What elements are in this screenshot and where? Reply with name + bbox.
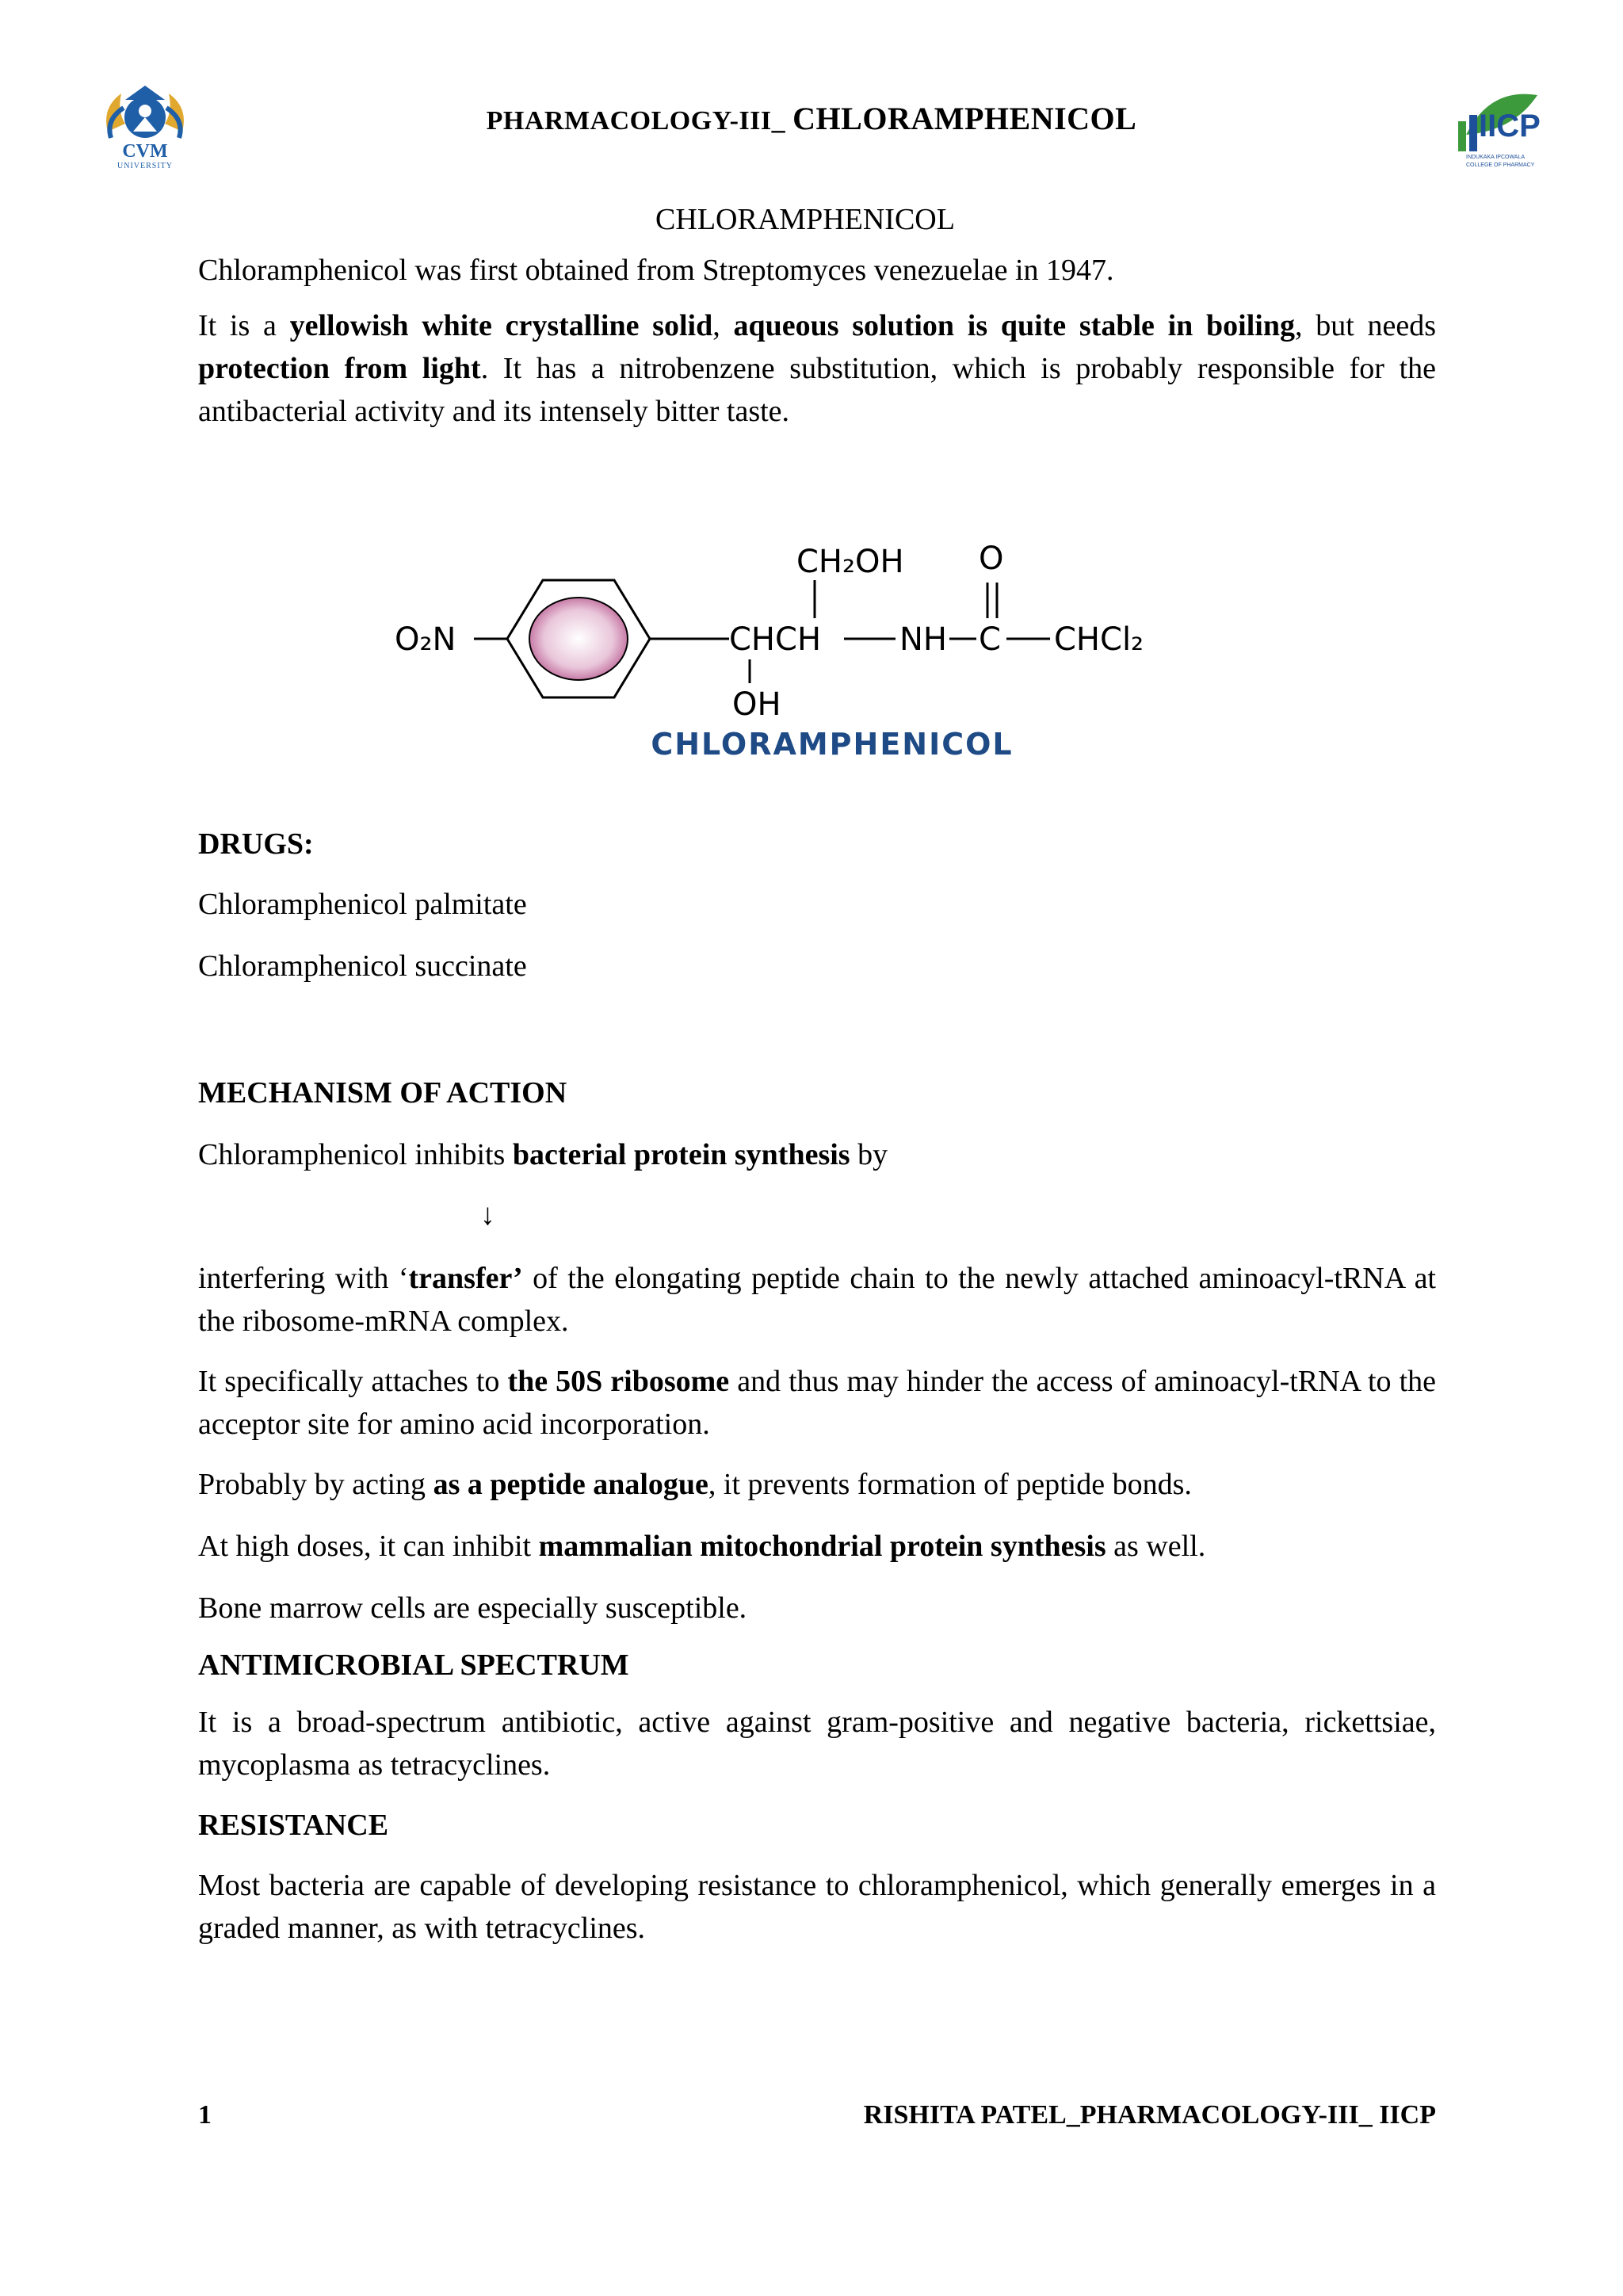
iicp-logo-text: IICP [1479, 109, 1541, 143]
bold-span: as a peptide analogue [433, 1468, 708, 1501]
moa-paragraph [198, 1360, 1436, 1446]
text-span: of the elongating peptide chain to the newly attached aminoacyl-tRNA at the ribosome-mRNA complex. [198, 1262, 1436, 1338]
bold-span: bacterial protein synthesis [512, 1138, 850, 1171]
header-title-part1: PHARMACOLOGY-III_ [486, 106, 786, 136]
text-span: It is a [198, 309, 290, 342]
bold-span: transfer’ [408, 1262, 523, 1295]
footer-author: RISHITA PATEL_PHARMACOLOGY-III_ IICP [863, 2100, 1436, 2130]
text-span: as well. [1106, 1530, 1206, 1563]
moa-paragraph [198, 1257, 1436, 1343]
text-span: , [712, 309, 734, 342]
text-span: by [850, 1138, 888, 1171]
oh-label: OH [732, 686, 781, 723]
text-span: , it prevents formation of peptide bonds. [708, 1468, 1192, 1501]
document-body [198, 198, 1436, 1950]
page-number: 1 [198, 2100, 212, 2130]
moa-paragraph: Bone marrow cells are especially susceptible. [198, 1591, 747, 1625]
header-title-part2: CHLORAMPHENICOL [792, 101, 1137, 136]
text-span: At high doses, it can inhibit [198, 1530, 539, 1563]
o2n-label: O₂N [395, 621, 456, 658]
cvm-logo-subtext: UNIVERSITY [117, 162, 173, 170]
moa-paragraph [198, 1463, 1436, 1506]
resistance-heading: RESISTANCE [198, 1809, 389, 1842]
section-title: CHLORAMPHENICOL [655, 203, 955, 236]
carbonyl-c-label: C [979, 621, 1001, 658]
drug-item: Chloramphenicol palmitate [198, 888, 527, 921]
text-span: interfering with ‘ [198, 1262, 409, 1295]
spectrum-paragraph: It is a broad-spectrum antibiotic, active against gram-positive and negative bacteria, rickettsiae, mycoplasma as tetracyclines. [198, 1706, 1436, 1782]
bold-span: protection from light [198, 352, 481, 385]
iicp-logo [1442, 91, 1545, 186]
spectrum-heading: ANTIMICROBIAL SPECTRUM [198, 1648, 629, 1682]
text-span: Chloramphenicol inhibits [198, 1138, 513, 1171]
intro-paragraph: Chloramphenicol was first obtained from Streptomyces venezuelae in 1947. [198, 254, 1114, 287]
text-span: . It has a nitrobenzene substitution, which is probably responsible for the antibacterial activity and its intensely bitter taste. [198, 352, 1436, 428]
structure-spacer [198, 433, 1436, 823]
text-span: and thus may hinder the access of aminoacyl-tRNA to the acceptor site for amino acid incorporation. [198, 1365, 1436, 1441]
text-span: It specifically attaches to [198, 1365, 508, 1398]
ch2oh-label: CH₂OH [796, 544, 904, 580]
chch-label: CHCH [729, 621, 822, 658]
nh-label: NH [899, 621, 947, 658]
page-footer [198, 2100, 1436, 2130]
flow-arrow: ↓ [480, 1198, 495, 1232]
carbonyl-o-label: O [979, 541, 1004, 577]
text-span: Probably by acting [198, 1468, 433, 1501]
iicp-logo-subtext1: INDUKAKA IPCOWALA [1466, 155, 1526, 160]
moa-paragraph [198, 1525, 1436, 1568]
text-span: , but needs [1294, 309, 1436, 342]
iicp-logo-subtext2: COLLEGE OF PHARMACY [1466, 162, 1535, 168]
bold-span: the 50S ribosome [507, 1365, 730, 1398]
chcl2-label: CHCl₂ [1054, 621, 1144, 658]
structure-caption: CHLORAMPHENICOL [651, 727, 1014, 762]
bold-span: mammalian mitochondrial protein synthesis [538, 1530, 1106, 1563]
moa-heading: MECHANISM OF ACTION [198, 1076, 567, 1110]
moa-paragraph [198, 1133, 1436, 1176]
page-header-title [0, 100, 1623, 137]
bold-span: aqueous solution is quite stable in boiling [733, 309, 1295, 342]
bold-span: yellowish white crystalline solid [289, 309, 713, 342]
drug-item: Chloramphenicol succinate [198, 949, 527, 983]
cvm-logo-text: CVM [122, 141, 168, 162]
resistance-paragraph: Most bacteria are capable of developing resistance to chloramphenicol, which generally emerges in a graded manner, as with tetracyclines. [198, 1869, 1436, 1945]
drugs-heading: DRUGS: [198, 827, 314, 861]
description-paragraph [198, 304, 1436, 433]
